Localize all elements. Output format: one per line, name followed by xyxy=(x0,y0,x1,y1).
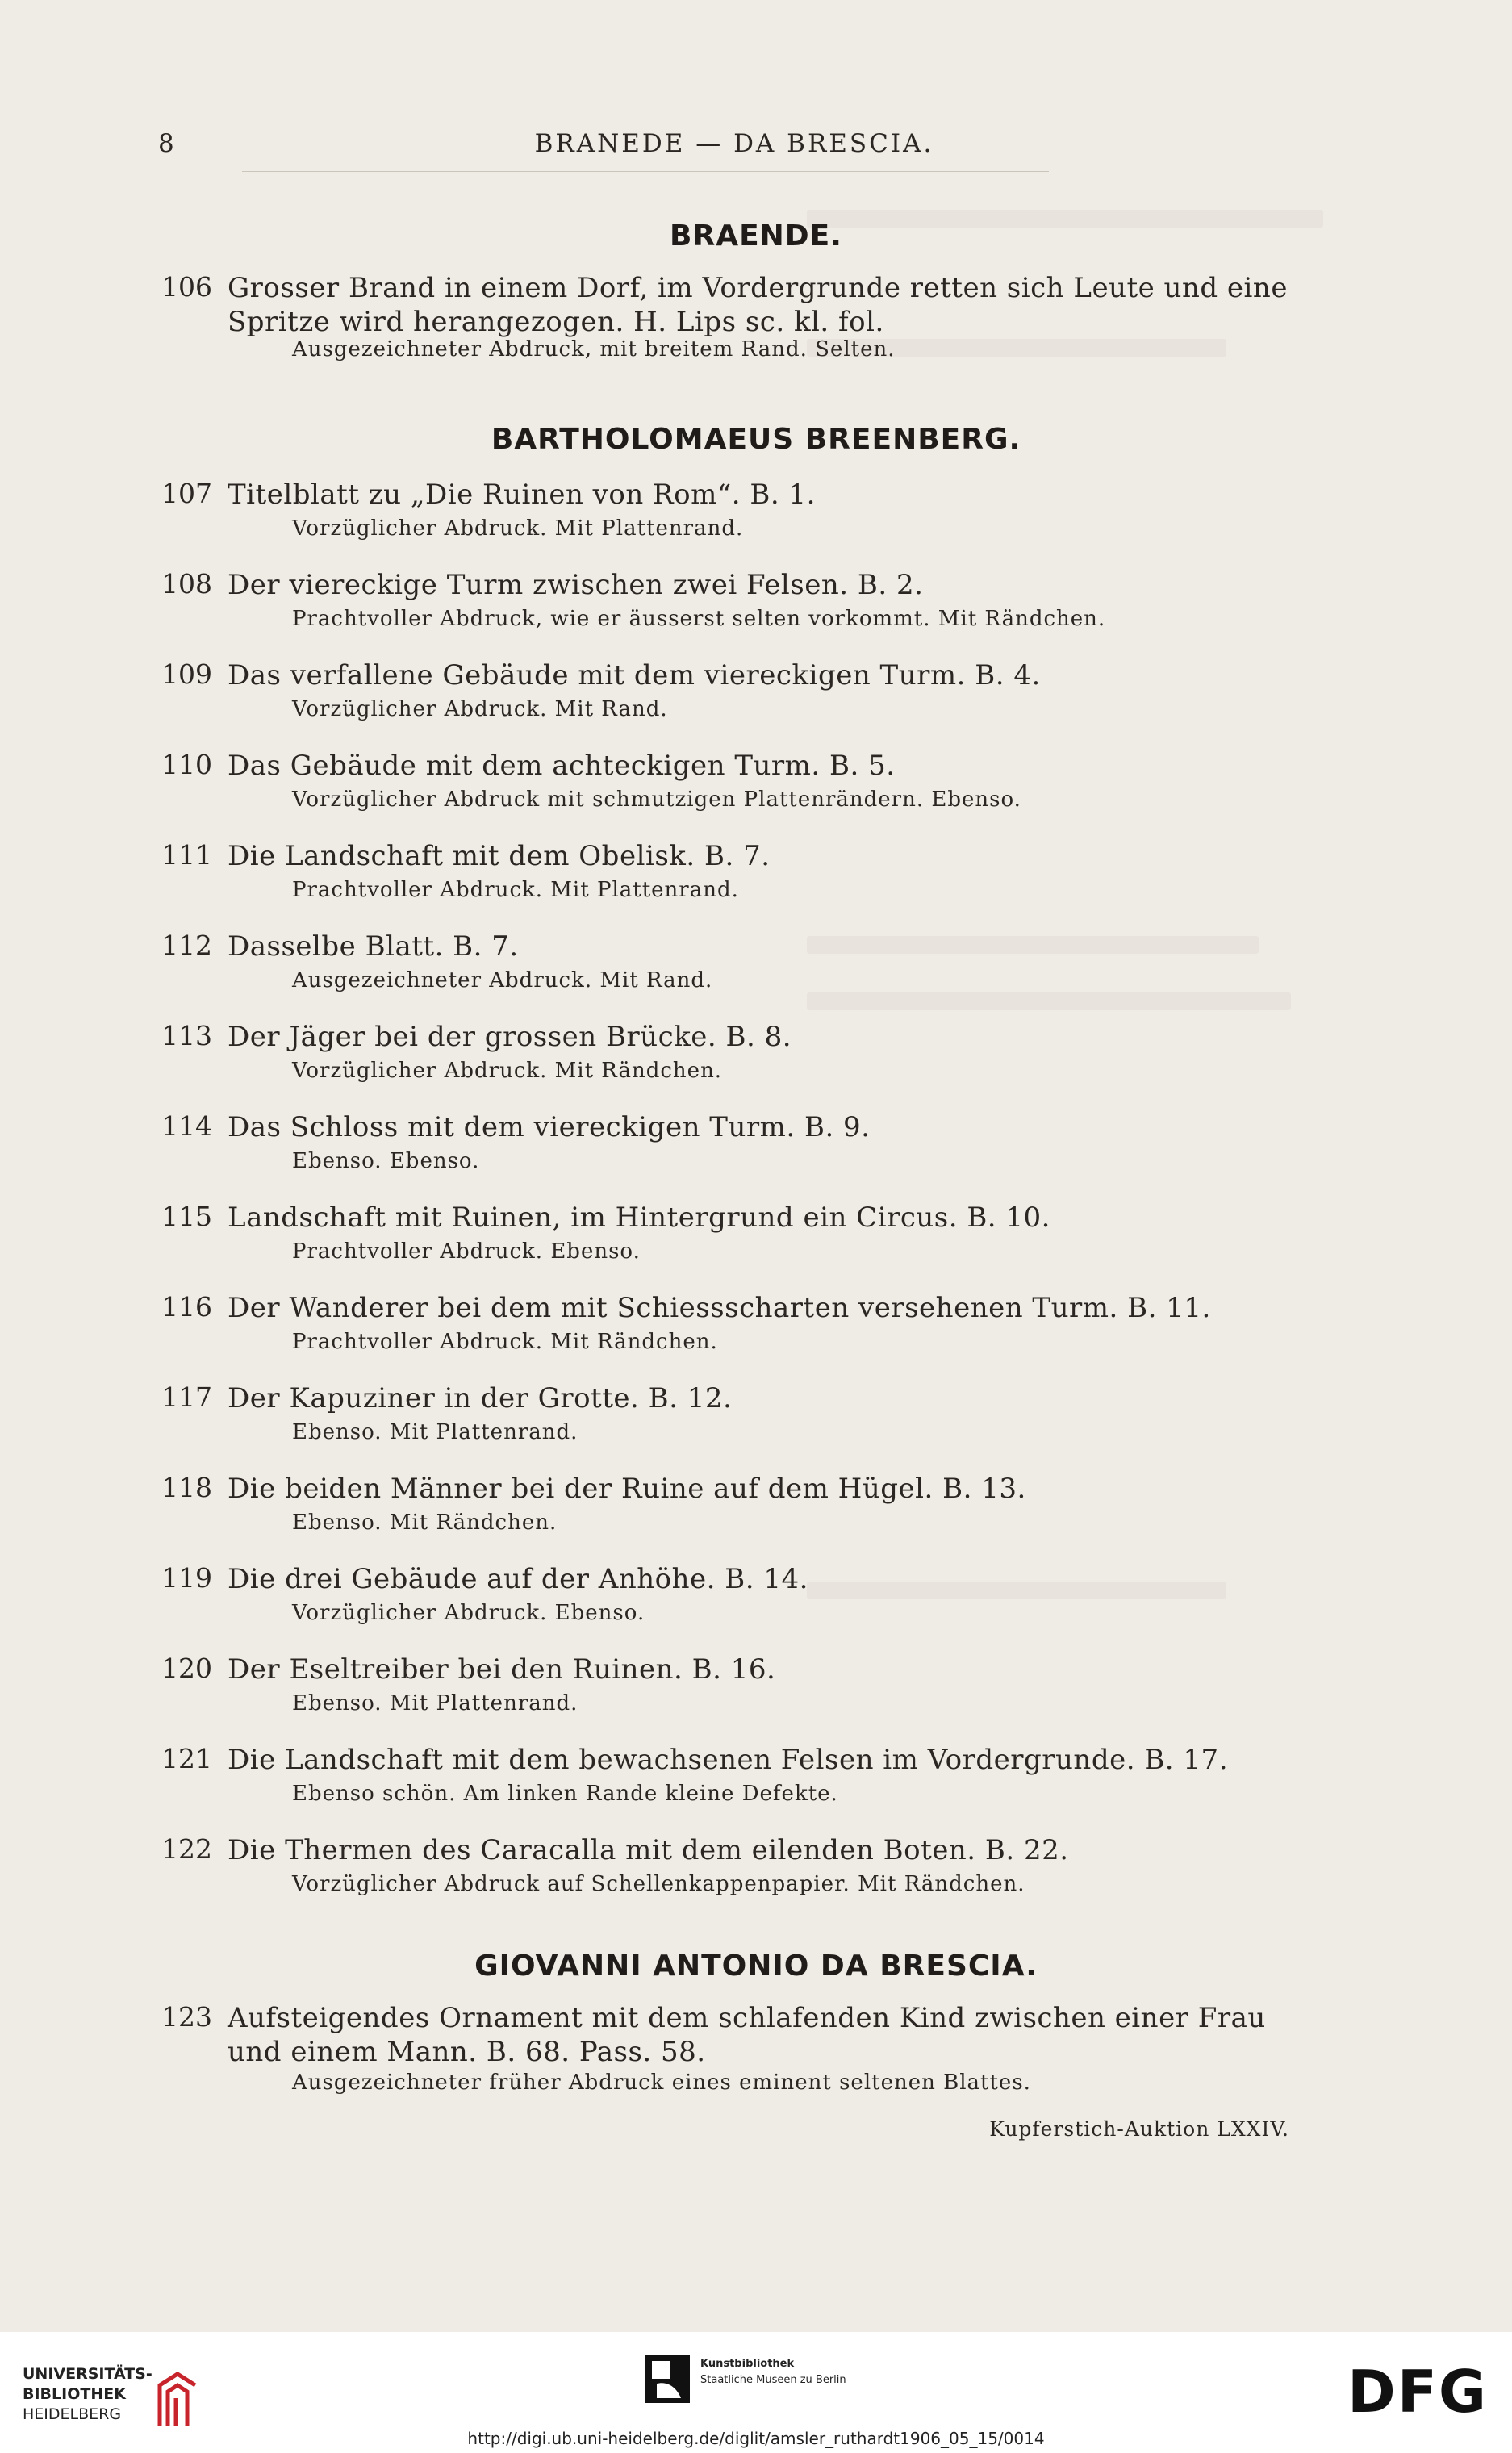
entry-note: Prachtvoller Abdruck. Mit Rändchen. xyxy=(292,1330,718,1354)
entry-note: Ausgezeichneter früher Abdruck eines eminent seltenen Blattes. xyxy=(292,2071,1031,2095)
university-emblem-icon xyxy=(153,2367,202,2432)
entry-number: 116 xyxy=(161,1291,212,1323)
entry-title: Dasselbe Blatt. B. 7. xyxy=(228,930,519,963)
entry-number: 113 xyxy=(161,1020,212,1051)
entry-note: Ausgezeichneter Abdruck. Mit Rand. xyxy=(292,968,713,992)
entry-title: Grosser Brand in einem Dorf, im Vordergrunde retten sich Leute und eine Spritze wird herangezogen. H. Lips sc. kl. fol. xyxy=(228,272,1288,338)
entry-note: Vorzüglicher Abdruck mit schmutzigen Plattenrändern. Ebenso. xyxy=(292,788,1021,812)
entry-note: Vorzüglicher Abdruck. Mit Rand. xyxy=(292,697,668,721)
entry-title: Aufsteigendes Ornament mit dem schlafenden Kind zwischen einer Frau und einem Mann. B. 68. Pass. 58. xyxy=(228,2002,1266,2068)
entry-title: Die Landschaft mit dem Obelisk. B. 7. xyxy=(228,840,771,872)
permalink-url[interactable]: http://digi.ub.uni-heidelberg.de/diglit/amsler_ruthardt1906_05_15/0014 xyxy=(467,2429,1045,2448)
entry-title: Der viereckige Turm zwischen zwei Felsen. B. 2. xyxy=(228,569,924,601)
entry-note: Vorzüglicher Abdruck. Ebenso. xyxy=(292,1601,645,1625)
entry-note: Ebenso. Mit Rändchen. xyxy=(292,1511,558,1535)
entry-number: 122 xyxy=(161,1833,212,1865)
show-through xyxy=(807,992,1291,1010)
entry-number: 109 xyxy=(161,658,212,690)
section-heading: GIOVANNI ANTONIO DA BRESCIA. xyxy=(474,1949,1038,1983)
page-header xyxy=(0,129,1512,165)
section-heading: BRAENDE. xyxy=(670,219,842,253)
entry-note: Ebenso. Mit Plattenrand. xyxy=(292,1420,578,1444)
header-rule xyxy=(242,171,1049,172)
entry-note: Vorzüglicher Abdruck. Mit Plattenrand. xyxy=(292,516,744,541)
kunstbibliothek-emblem-icon xyxy=(645,2355,690,2403)
entry-number: 120 xyxy=(161,1653,212,1684)
entry-number: 121 xyxy=(161,1743,212,1774)
entry-number: 119 xyxy=(161,1562,212,1594)
section-heading: BARTHOLOMAEUS BREENBERG. xyxy=(491,423,1021,456)
entry-number: 112 xyxy=(161,930,212,961)
entry-number: 115 xyxy=(161,1201,212,1232)
running-title: BRANEDE — DA BRESCIA. xyxy=(534,129,934,158)
entry-title: Der Kapuziner in der Grotte. B. 12. xyxy=(228,1382,733,1415)
entry-number: 118 xyxy=(161,1472,212,1503)
entry-number: 123 xyxy=(161,2001,212,2033)
entry-number: 110 xyxy=(161,749,212,780)
entry-number: 108 xyxy=(161,568,212,600)
entry-number: 114 xyxy=(161,1110,212,1142)
entry-note: Prachtvoller Abdruck. Mit Plattenrand. xyxy=(292,878,739,902)
entry-note: Vorzüglicher Abdruck. Mit Rändchen. xyxy=(292,1059,723,1083)
kunstbibliothek-name: Kunstbibliothek Staatliche Museen zu Berlin xyxy=(700,2358,846,2386)
entry-number: 117 xyxy=(161,1381,212,1413)
entry-title: Der Jäger bei der grossen Brücke. B. 8. xyxy=(228,1021,792,1053)
entry-title: Der Wanderer bei dem mit Schiessscharten versehenen Turm. B. 11. xyxy=(228,1292,1211,1324)
entry-title: Die Thermen des Caracalla mit dem eilenden Boten. B. 22. xyxy=(228,1834,1069,1866)
entry-note: Ebenso. Mit Plattenrand. xyxy=(292,1691,578,1715)
entry-title: Der Eseltreiber bei den Ruinen. B. 16. xyxy=(228,1653,776,1686)
page-number: 8 xyxy=(158,129,174,158)
kunstbibliothek-logo[interactable] xyxy=(645,2355,904,2411)
entry-title: Das Schloss mit dem viereckigen Turm. B. 9. xyxy=(228,1111,871,1143)
entry-title: Die Landschaft mit dem bewachsenen Felsen im Vordergrunde. B. 17. xyxy=(228,1744,1228,1776)
catalogue-signature: Kupferstich-Auktion LXXIV. xyxy=(989,2117,1289,2141)
university-name: UNIVERSITÄTS- BIBLIOTHEK HEIDELBERG xyxy=(23,2365,152,2423)
entry-title: Landschaft mit Ruinen, im Hintergrund ein Circus. B. 10. xyxy=(228,1201,1050,1234)
entry-number: 107 xyxy=(161,478,212,509)
entry-title: Die beiden Männer bei der Ruine auf dem Hügel. B. 13. xyxy=(228,1473,1026,1505)
library-bar xyxy=(0,2340,1512,2451)
entry-note: Prachtvoller Abdruck, wie er äusserst selten vorkommt. Mit Rändchen. xyxy=(292,607,1106,631)
entry-note: Ausgezeichneter Abdruck, mit breitem Rand. Selten. xyxy=(292,337,896,361)
dfg-logo[interactable]: DFG xyxy=(1347,2358,1488,2426)
entry-note: Vorzüglicher Abdruck auf Schellenkappenpapier. Mit Rändchen. xyxy=(292,1872,1025,1896)
entry-title: Titelblatt zu „Die Ruinen von Rom“. B. 1. xyxy=(228,478,816,511)
entry-note: Prachtvoller Abdruck. Ebenso. xyxy=(292,1239,641,1264)
entry-note: Ebenso. Ebenso. xyxy=(292,1149,480,1173)
entry-number: 111 xyxy=(161,839,212,871)
entry-number: 106 xyxy=(161,271,212,303)
entry-title: Die drei Gebäude auf der Anhöhe. B. 14. xyxy=(228,1563,808,1595)
entry-title: Das verfallene Gebäude mit dem viereckigen Turm. B. 4. xyxy=(228,659,1041,692)
entry-note: Ebenso schön. Am linken Rande kleine Defekte. xyxy=(292,1782,838,1806)
entry-title: Das Gebäude mit dem achteckigen Turm. B. 5. xyxy=(228,750,896,782)
